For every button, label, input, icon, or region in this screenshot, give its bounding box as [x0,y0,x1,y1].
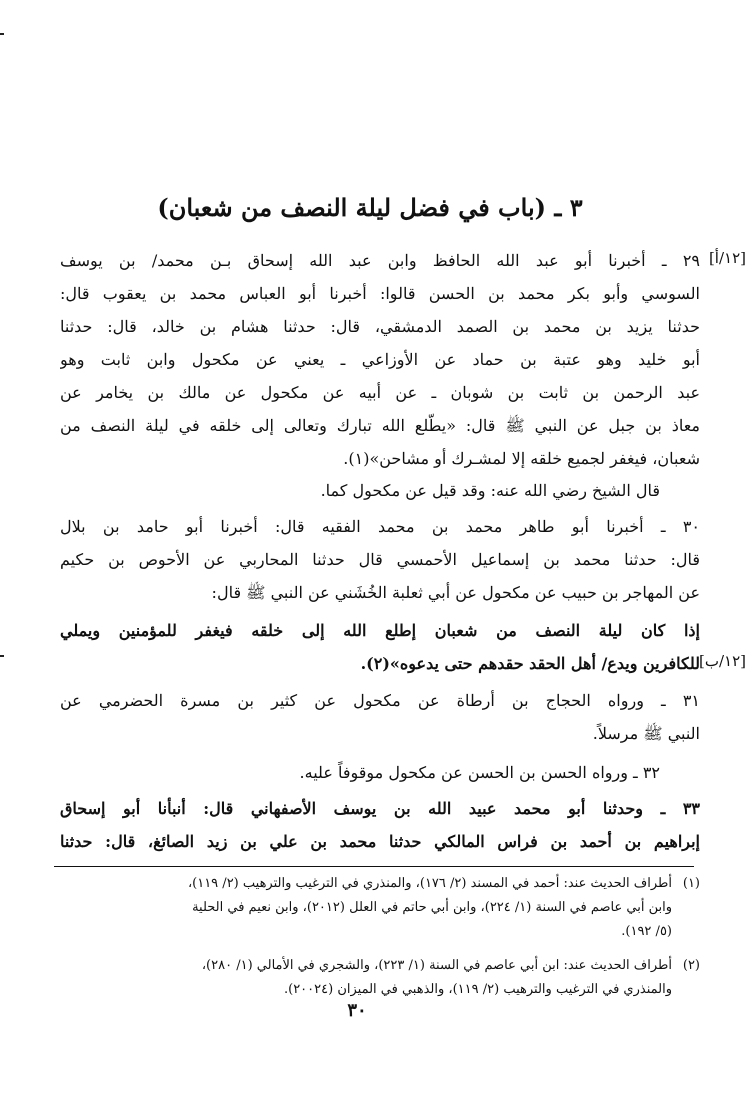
footnote-line: (٥/ ١٩٢). [621,924,672,939]
text-line: معاذ بن جبل عن النبي ﷺ قال: «يطّلع الله تبارك وتعالى إلى خلقه في ليلة النصف من [60,416,700,435]
footnote-number: (٢) [682,958,700,973]
footnote-number: (١) [682,876,700,891]
paragraph-33 [60,792,700,858]
text-line: للكافرين ويدع/ أهل الحقد حقدهم حتى يدعوه»(٢). [360,654,700,673]
text-line: عن المهاجر بن حبيب عن مكحول عن أبي ثعلبة الخُشَني عن النبي ﷺ قال: [211,583,700,602]
text-line: السوسي وأبو بكر محمد بن الحسن قالوا: أخبرنا أبو العباس محمد بن يعقوب قال: [60,284,700,303]
footnote-line: وابن أبي عاصم في السنة (١/ ٢٢٤)، وابن أبي حاتم في العلل (٢٠١٢)، وابن نعيم في الحلية [192,900,672,915]
text-line: ٣٣ ـ وحدثنا أبو محمد عبيد الله بن يوسف الأصفهاني قال: أنبأنا أبو إسحاق [60,799,700,818]
paragraph-31 [60,684,700,750]
page-number: ٣٠ [347,1000,367,1021]
footnote-2 [55,954,700,1002]
text-line: إذا كان ليلة النصف من شعبان إطلع الله إلى خلقه فيغفر للمؤمنين ويملي [60,621,700,640]
footnote-line: أطراف الحديث عند: ابن أبي عاصم في السنة (١/ ٢٢٣)، والشجري في الأمالي (١/ ٢٨٠)، [201,958,672,973]
paragraph-shaykh [60,474,700,507]
paragraph-29 [60,244,700,475]
text-line: النبي ﷺ مرسلاً. [592,724,700,743]
paragraph-30 [60,510,700,609]
margin-note-folio-12a: [١٢/أ] [708,249,746,267]
text-line: ٣٠ ـ أخبرنا أبو طاهر محمد بن محمد الفقيه قال: أخبرنا أبو حامد بن بلال [60,517,700,536]
scan-edge-mark [0,33,4,35]
footnote-line: والمنذري في الترغيب والترهيب (٢/ ١١٩)، والذهبي في الميزان (٢٠٠٢٤). [283,982,672,997]
text-line: قال الشيخ رضي الله عنه: وقد قيل عن مكحول كما. [320,481,660,500]
paragraph-32 [60,756,700,789]
footnote-divider [54,866,694,867]
scan-edge-mark [0,655,4,657]
footnote-1 [55,872,700,944]
text-line: حدثنا يزيد بن محمد بن الصمد الدمشقي، قال: حدثنا هشام بن خالد، قال: حدثنا [60,317,700,336]
text-line: شعبان، فيغفر لجميع خلقه إلا لمشـرك أو مشاحن»(١). [343,449,700,468]
text-line: ٢٩ ـ أخبرنا أبو عبد الله الحافظ وابن عبد الله إسحاق بـن محمد/ بن يوسف [60,251,700,270]
text-line: عبد الرحمن بن ثابت بن شوبان ـ عن أبيه عن مكحول عن مالك بن يخامر عن [60,383,700,402]
footnote-line: أطراف الحديث عند: أحمد في المسند (٢/ ١٧٦)، والمنذري في الترغيب والترهيب (٢/ ١١٩)، [187,876,672,891]
text-line: إبراهيم بن أحمد بن فراس المالكي حدثنا محمد بن علي بن زيد الصائغ، قال: حدثنا [60,832,700,851]
chapter-heading: ٣ ـ (باب في فضل ليلة النصف من شعبان) [157,193,583,222]
margin-note-folio-12b: [١٢/ب] [698,652,746,670]
hadith-text [60,614,700,680]
text-line: قال: حدثنا محمد بن إسماعيل الأحمسي قال حدثنا المحاربي عن الأحوص بن حكيم [60,550,700,569]
text-line: أبو خليد وهو عتبة بن حماد عن الأوزاعي ـ يعني عن مكحول وابن ثابت وهو [60,350,700,369]
text-line: ٣٢ ـ ورواه الحسن بن الحسن عن مكحول موقوفاً عليه. [299,763,660,782]
text-line: ٣١ ـ ورواه الحجاج بن أرطاة عن مكحول عن كثير بن مسرة الحضرمي عن [60,691,700,710]
footnotes [55,872,700,1012]
